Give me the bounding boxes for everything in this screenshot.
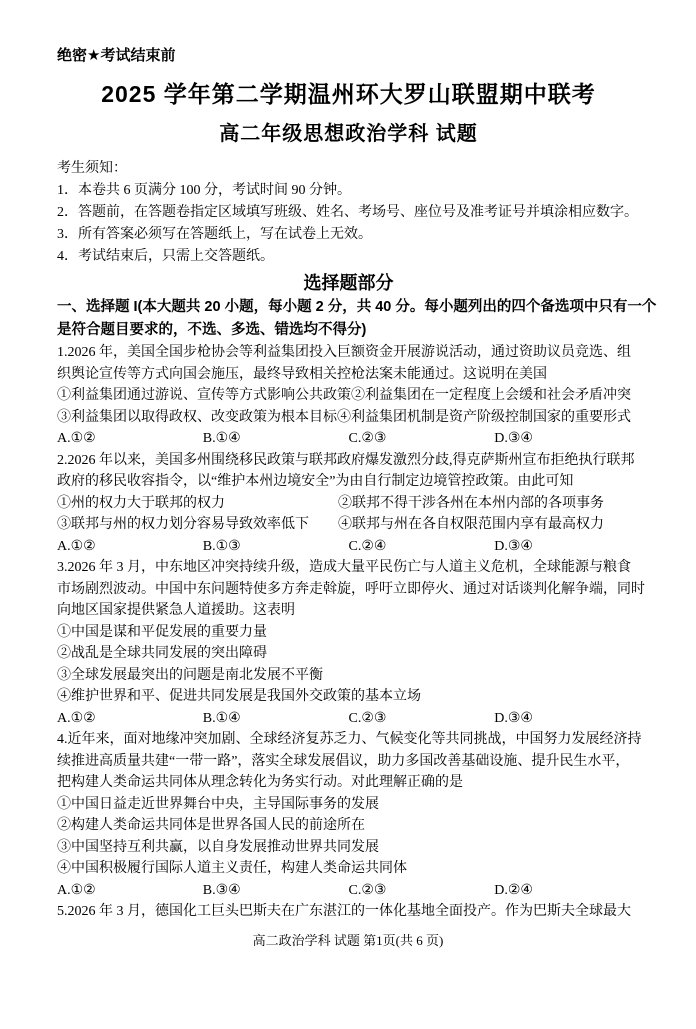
- question-item-pair: [57, 514, 640, 536]
- choice-c: C.②③: [348, 710, 387, 726]
- choice-a: A.①②: [57, 710, 96, 726]
- question-item-line: ④维护世界和平、促进共同发展是我国外交政策的基本立场: [57, 689, 421, 704]
- choice-a: A.①②: [57, 538, 96, 554]
- part1-heading-line: 是符合题目要求的，不选、多选、错选均不得分): [57, 322, 367, 338]
- question-item-line: ③中国坚持互利共赢，以自身发展推动世界共同发展: [57, 839, 379, 855]
- choice-d: D.②④: [494, 882, 533, 898]
- choice-d: D.③④: [494, 431, 533, 446]
- question-stem-line: 1.2026 年，美国全国步枪协会等利益集团投入巨额资金开展游说活动，通过资助议员竞选、组: [57, 345, 631, 360]
- choice-b: B.①④: [202, 710, 241, 726]
- choice-a: A.①②: [57, 882, 96, 898]
- choices-row: [57, 428, 640, 450]
- question-stem-line: 把构建人类命运共同体从理念转化为务实行动。对此理解正确的是: [57, 775, 463, 790]
- choices-row: [57, 536, 640, 558]
- question-stem-line: 织舆论宣传等方式向国会施压，最终导致相关控枪法案未能通过。这说明在美国: [57, 366, 547, 382]
- notice-item: 1．本卷共 6 页满分 100 分，考试时间 90 分钟。: [57, 183, 351, 198]
- choice-c: C.②③: [348, 431, 387, 446]
- question-stem-line: 3.2026 年 3 月，中东地区冲突持续升级，造成大量平民伤亡与人道主义危机，全球能源与粮食: [57, 560, 631, 575]
- section-title: 选择题部分: [303, 273, 394, 293]
- choice-b: B.①④: [202, 431, 241, 446]
- question-stem-line: 向地区国家提供紧急人道援助。这表明: [57, 603, 295, 618]
- question-item: ③联邦与州的权力划分容易导致效率低下: [57, 517, 309, 532]
- page-footer: 高二政治学科 试题 第1页(共 6 页): [252, 933, 444, 948]
- question-item-line: ②构建人类命运共同体是世界各国人民的前途所在: [57, 818, 365, 833]
- question-stem-line: 2.2026 年以来，美国多州围绕移民政策与联邦政府爆发激烈分歧,得克萨斯州宣布拒绝执行联邦: [57, 452, 635, 468]
- question-stem-line: 政府的移民收容指令，以“维护本州边境安全”为由自行制定边境管控政策。由此可知: [57, 474, 574, 489]
- notice-item: 4．考试结束后，只需上交答题纸。: [57, 249, 274, 264]
- choice-a: A.①②: [57, 431, 96, 446]
- choices-row: [57, 708, 640, 730]
- question-stem-line: 市场剧烈波动。中国中东问题特使多方奔走斡旋，呼吁立即停火、通过对话谈判化解争端，同时: [57, 581, 645, 597]
- question-stem-line: 4.近年来，面对地缘冲突加剧、全球经济复苏乏力、气候变化等共同挑战，中国努力发展经济持: [57, 732, 642, 747]
- question-3: [57, 557, 645, 729]
- question-stem-line: 续推进高质量共建“一带一路”，落实全球发展倡议，助力多国改善基础设施、提升民生水平，: [57, 753, 630, 769]
- question-item-line: ①中国是谋和平促发展的重要力量: [57, 624, 267, 640]
- question-item-line: ①利益集团通过游说、宣传等方式影响公共政策②利益集团在一定程度上会缓和社会矛盾冲突: [57, 388, 631, 403]
- question-item-pair: [57, 493, 640, 515]
- notice-heading: 考生须知：: [57, 161, 127, 176]
- question-item-line: ③利益集团以取得政权、改变政策为根本目标④利益集团机制是资产阶级控制国家的重要形式: [57, 409, 631, 425]
- question-item-line: ②战乱是全球共同发展的突出障碍: [57, 646, 267, 661]
- choice-b: B.①③: [202, 538, 241, 554]
- part1-heading-line: 一、选择题 I(本大题共 20 小题，每小题 2 分，共 40 分。每小题列出的四个备选项中只有一个: [57, 299, 657, 315]
- question-5: [57, 901, 640, 923]
- question-item: ①州的权力大于联邦的权力: [57, 495, 225, 511]
- exam-subtitle: 高二年级思想政治学科 试题: [219, 123, 478, 145]
- question-4: [57, 729, 640, 901]
- question-item: ④联邦与州在各自权限范围内享有最高权力: [338, 517, 604, 532]
- notice-item: 3．所有答案必须写在答题纸上，写在试卷上无效。: [57, 227, 372, 242]
- part1-heading: [57, 296, 657, 342]
- question-item-line: ①中国日益走近世界舞台中央，主导国际事务的发展: [57, 796, 379, 812]
- question-1: [57, 342, 640, 450]
- classification-label: 绝密★考试结束前: [57, 47, 176, 64]
- question-item: ②联邦不得干涉各州在本州内部的各项事务: [338, 495, 604, 511]
- exam-title: 2025 学年第二学期温州环大罗山联盟期中联考: [101, 81, 596, 107]
- questions-block: [57, 342, 645, 923]
- question-item-line: ④中国积极履行国际人道主义责任，构建人类命运共同体: [57, 861, 407, 876]
- choice-b: B.③④: [202, 882, 241, 898]
- candidate-notice: [57, 158, 640, 268]
- question-2: [57, 450, 640, 558]
- choice-d: D.③④: [494, 710, 533, 726]
- choice-d: D.③④: [494, 538, 533, 554]
- choice-c: C.②④: [348, 538, 387, 554]
- choices-row: [57, 880, 640, 902]
- question-stem-line: 5.2026 年 3 月，德国化工巨头巴斯夫在广东湛江的一体化基地全面投产。作为巴斯夫全球最大: [57, 904, 631, 919]
- question-item-line: ③全球发展最突出的问题是南北发展不平衡: [57, 667, 323, 683]
- notice-item: 2．答题前，在答题卷指定区域填写班级、姓名、考场号、座位号及准考证号并填涂相应数字。: [57, 205, 638, 220]
- choice-c: C.②③: [348, 882, 387, 898]
